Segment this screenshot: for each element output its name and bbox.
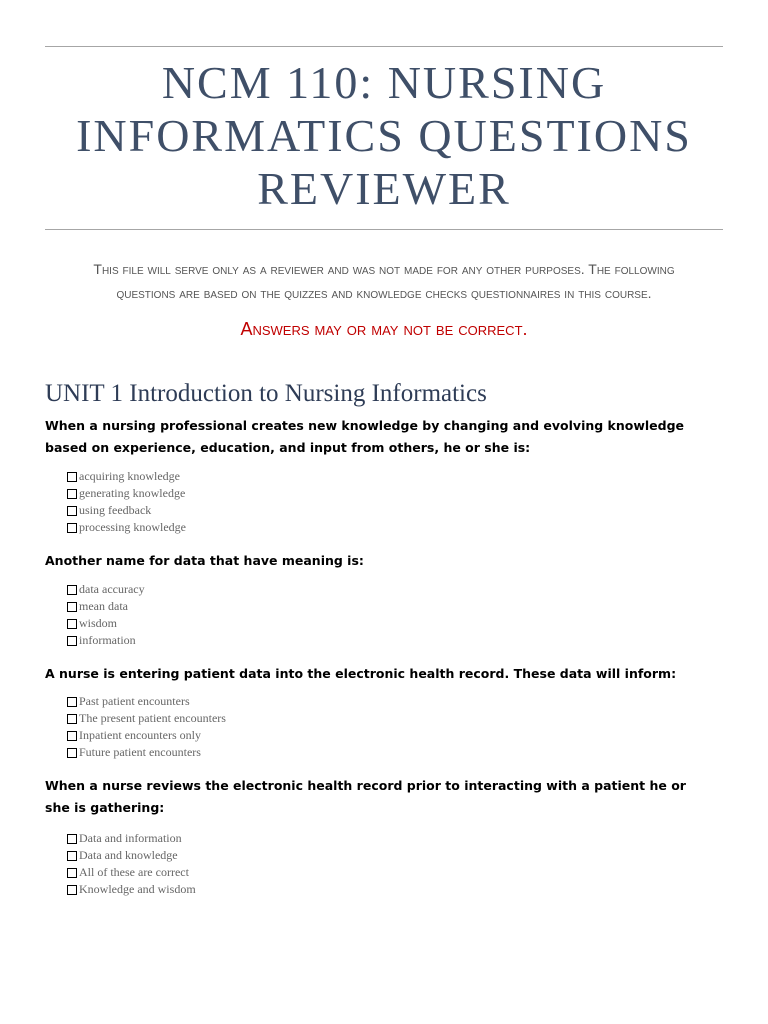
question-line: A nurse is entering patient data into the electronic health record. These data will inform: — [45, 666, 677, 681]
option-label: Data and information — [79, 831, 182, 845]
option-label: acquiring knowledge — [79, 469, 180, 483]
empty-checkbox-icon[interactable] — [67, 834, 77, 844]
empty-checkbox-icon[interactable] — [67, 472, 77, 482]
title-line: REVIEWER — [257, 163, 511, 214]
empty-checkbox-icon[interactable] — [67, 619, 77, 629]
option[interactable] — [67, 881, 196, 898]
question-line: Another name for data that have meaning is: — [45, 553, 364, 568]
option[interactable] — [67, 502, 186, 519]
option[interactable] — [67, 710, 226, 727]
options-3 — [67, 693, 226, 761]
empty-checkbox-icon[interactable] — [67, 506, 77, 516]
question-2 — [45, 550, 725, 572]
empty-checkbox-icon[interactable] — [67, 851, 77, 861]
empty-checkbox-icon[interactable] — [67, 714, 77, 724]
option[interactable] — [67, 847, 196, 864]
option[interactable] — [67, 519, 186, 536]
empty-checkbox-icon[interactable] — [67, 885, 77, 895]
question-3 — [45, 663, 725, 685]
option-label: All of these are correct — [79, 865, 189, 879]
empty-checkbox-icon[interactable] — [67, 636, 77, 646]
options-4 — [67, 830, 196, 898]
question-line: she is gathering: — [45, 800, 165, 815]
intro-line: This file will serve only as a reviewer and was not made for any other purposes. The following — [93, 261, 675, 277]
disclaimer: Answers may or may not be correct. — [240, 319, 528, 339]
title-divider — [45, 229, 723, 230]
option[interactable] — [67, 485, 186, 502]
empty-checkbox-icon[interactable] — [67, 697, 77, 707]
empty-checkbox-icon[interactable] — [67, 868, 77, 878]
option-label: Data and knowledge — [79, 848, 178, 862]
option-label: Knowledge and wisdom — [79, 882, 196, 896]
empty-checkbox-icon[interactable] — [67, 602, 77, 612]
option[interactable] — [67, 744, 226, 761]
question-line: When a nursing professional creates new knowledge by changing and evolving knowledge — [45, 418, 685, 433]
empty-checkbox-icon[interactable] — [67, 489, 77, 499]
option-label: information — [79, 633, 136, 647]
option[interactable] — [67, 864, 196, 881]
top-divider — [45, 46, 723, 47]
option-label: mean data — [79, 599, 128, 613]
question-line: When a nurse reviews the electronic health record prior to interacting with a patient he or — [45, 778, 686, 793]
intro-line: questions are based on the quizzes and knowledge checks questionnaires in this course. — [116, 285, 652, 301]
empty-checkbox-icon[interactable] — [67, 585, 77, 595]
option-label: Past patient encounters — [79, 694, 190, 708]
option[interactable] — [67, 830, 196, 847]
option[interactable] — [67, 581, 145, 598]
option-label: Future patient encounters — [79, 745, 201, 759]
option[interactable] — [67, 468, 186, 485]
intro-text — [45, 257, 723, 305]
document-title — [45, 56, 723, 215]
option-label: using feedback — [79, 503, 152, 517]
option[interactable] — [67, 727, 226, 744]
question-line: based on experience, education, and input from others, he or she is: — [45, 440, 531, 455]
unit-heading: UNIT 1 Introduction to Nursing Informatics — [45, 380, 487, 407]
options-2 — [67, 581, 145, 649]
option-label: wisdom — [79, 616, 118, 630]
option-label: The present patient encounters — [79, 711, 226, 725]
option[interactable] — [67, 615, 145, 632]
empty-checkbox-icon[interactable] — [67, 523, 77, 533]
option[interactable] — [67, 693, 226, 710]
option[interactable] — [67, 632, 145, 649]
title-line: INFORMATICS QUESTIONS — [76, 110, 692, 161]
title-line: NCM 110: NURSING — [161, 57, 607, 108]
empty-checkbox-icon[interactable] — [67, 748, 77, 758]
option-label: generating knowledge — [79, 486, 186, 500]
option-label: data accuracy — [79, 582, 145, 596]
option-label: Inpatient encounters only — [79, 728, 201, 742]
empty-checkbox-icon[interactable] — [67, 731, 77, 741]
option[interactable] — [67, 598, 145, 615]
question-4 — [45, 775, 725, 819]
options-1 — [67, 468, 186, 536]
question-1 — [45, 415, 725, 459]
option-label: processing knowledge — [79, 520, 186, 534]
